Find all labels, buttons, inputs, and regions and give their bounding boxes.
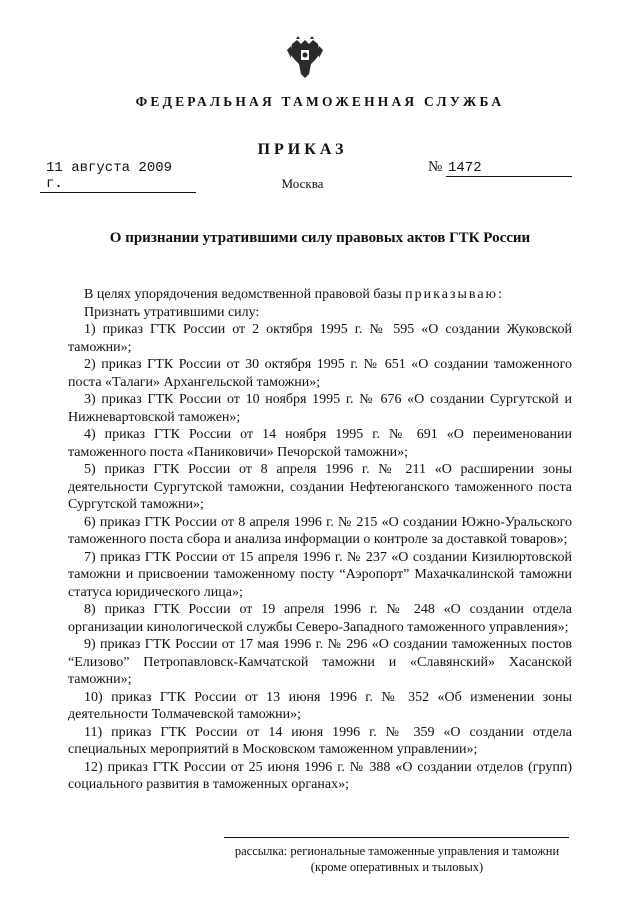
order-city: Москва — [281, 176, 324, 191]
distribution-line-1: рассылка: региональные таможенные управления и таможни — [234, 844, 560, 858]
list-item: 4) приказ ГТК России от 14 ноября 1995 г. № 691 «О переименовании таможенного поста «Паниковичи» Печорской таможни»; — [68, 427, 572, 460]
list-item: 1) приказ ГТК России от 2 октября 1995 г. № 595 «О создании Жуковской таможни»; — [68, 322, 572, 355]
list-item: 6) приказ ГТК России от 8 апреля 1996 г. № 215 «О создании Южно-Уральского таможенного поста сбора и анализа информации о контроле за доставкой товаров»; — [68, 514, 572, 547]
intro-paragraph — [68, 286, 572, 304]
order-body — [68, 286, 572, 794]
lead-paragraph: Признать утратившими силу: — [84, 304, 260, 320]
intro-text: В целях упорядочения ведомственной правовой базы — [84, 287, 402, 302]
distribution-line-2: (кроме оперативных и тыловых) — [310, 860, 484, 874]
order-number: 1472 — [446, 160, 572, 177]
order-heading: ПРИКАЗ — [257, 141, 348, 158]
list-item: 3) приказ ГТК России от 10 ноября 1995 г. № 676 «О создании Сургутской и Нижневартовской таможен»; — [68, 392, 572, 425]
list-item: 12) приказ ГТК России от 25 июня 1996 г. № 388 «О создании отделов (групп) социального развития в таможенных органах»; — [68, 759, 572, 792]
list-item: 2) приказ ГТК России от 30 октября 1995 г. № 651 «О создании таможенного поста «Талаги» Архангельской таможни»; — [68, 357, 572, 390]
list-item: 8) приказ ГТК России от 19 апреля 1996 г. № 248 «О создании отдела организации кинологической службы Северо-Западного таможенного управления»; — [68, 602, 572, 635]
list-item: 10) приказ ГТК России от 13 июня 1996 г. № 352 «Об изменении зоны деятельности Толмачевской таможни»; — [68, 689, 572, 722]
document-title: О признании утратившими силу правовых актов ГТК России — [109, 230, 531, 246]
list-item: 9) приказ ГТК России от 17 мая 1996 г. № 296 «О создании таможенных постов “Елизово” Петропавловск-Камчатской таможни и «Славянский» Хасанской таможни»; — [68, 637, 572, 687]
order-number-label: № — [428, 159, 443, 175]
agency-name: ФЕДЕРАЛЬНАЯ ТАМОЖЕННАЯ СЛУЖБА — [135, 94, 505, 109]
list-item: 11) приказ ГТК России от 14 июня 1996 г. № 359 «О создании отдела специальных мероприятий в Московском таможенном управлении»; — [68, 724, 572, 757]
intro-emphasis: приказываю: — [405, 287, 504, 302]
order-date: 11 августа 2009 г. — [40, 160, 196, 193]
footer-divider — [224, 837, 569, 838]
list-item: 5) приказ ГТК России от 8 апреля 1996 г. № 211 «О расширении зоны деятельности Сургутской таможни, создании Нефтеюганского таможенного поста Сургутской таможни»; — [68, 462, 572, 512]
distribution-note — [222, 843, 572, 875]
double-headed-eagle-emblem — [286, 34, 324, 80]
list-item: 7) приказ ГТК России от 15 апреля 1996 г. № 237 «О создании Кизилюртовской таможни и присвоении таможенному посту “Аэропорт” Махачкалинской таможни статуса юридического лица»; — [68, 549, 572, 600]
